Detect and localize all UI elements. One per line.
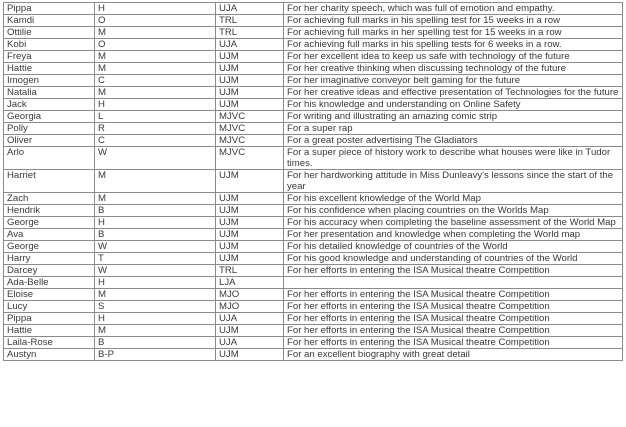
- cell-code[interactable]: M: [95, 51, 216, 63]
- cell-name[interactable]: Eloise: [4, 289, 95, 301]
- cell-code[interactable]: W: [95, 147, 216, 170]
- cell-staff[interactable]: MJO: [216, 289, 284, 301]
- cell-name[interactable]: Ava: [4, 229, 95, 241]
- cell-code[interactable]: L: [95, 111, 216, 123]
- cell-reason[interactable]: For a super piece of history work to describe what houses were like in Tudor times.: [284, 147, 623, 170]
- cell-staff[interactable]: UJM: [216, 325, 284, 337]
- cell-staff[interactable]: UJM: [216, 99, 284, 111]
- table-row: [4, 313, 623, 325]
- table-row: [4, 111, 623, 123]
- cell-code[interactable]: M: [95, 87, 216, 99]
- cell-reason[interactable]: For writing and illustrating an amazing comic strip: [284, 111, 623, 123]
- cell-name[interactable]: Harry: [4, 253, 95, 265]
- cell-name[interactable]: Pippa: [4, 313, 95, 325]
- cell-code[interactable]: H: [95, 313, 216, 325]
- cell-staff[interactable]: UJM: [216, 63, 284, 75]
- cell-name[interactable]: Pippa: [4, 3, 95, 15]
- cell-name[interactable]: Oliver: [4, 135, 95, 147]
- cell-staff[interactable]: UJM: [216, 349, 284, 361]
- cell-reason[interactable]: For her hardworking attitude in Miss Dunleavy's lessons since the start of the year: [284, 170, 623, 193]
- cell-name[interactable]: Freya: [4, 51, 95, 63]
- cell-reason[interactable]: For her efforts in entering the ISA Musical theatre Competition: [284, 325, 623, 337]
- cell-name[interactable]: Kamdi: [4, 15, 95, 27]
- cell-name[interactable]: Kobi: [4, 39, 95, 51]
- table-row: [4, 289, 623, 301]
- table-row: [4, 63, 623, 75]
- cell-code[interactable]: S: [95, 301, 216, 313]
- cell-code[interactable]: W: [95, 265, 216, 277]
- cell-code[interactable]: O: [95, 15, 216, 27]
- cell-staff[interactable]: UJM: [216, 241, 284, 253]
- cell-reason[interactable]: For her efforts in entering the ISA Musical theatre Competition: [284, 313, 623, 325]
- table-row: [4, 123, 623, 135]
- cell-code[interactable]: B: [95, 337, 216, 349]
- cell-staff[interactable]: UJA: [216, 337, 284, 349]
- table-row: [4, 241, 623, 253]
- cell-code[interactable]: H: [95, 99, 216, 111]
- cell-staff[interactable]: UJM: [216, 87, 284, 99]
- table-row: [4, 229, 623, 241]
- cell-code[interactable]: M: [95, 325, 216, 337]
- cell-code[interactable]: M: [95, 27, 216, 39]
- cell-staff[interactable]: MJVC: [216, 123, 284, 135]
- cell-name[interactable]: Imogen: [4, 75, 95, 87]
- cell-name[interactable]: Polly: [4, 123, 95, 135]
- cell-code[interactable]: W: [95, 241, 216, 253]
- cell-reason[interactable]: For her charity speech, which was full of emotion and empathy.: [284, 3, 623, 15]
- cell-staff[interactable]: UJM: [216, 193, 284, 205]
- table-row: [4, 135, 623, 147]
- cell-name[interactable]: Darcey: [4, 265, 95, 277]
- cell-code[interactable]: C: [95, 75, 216, 87]
- awards-table: [3, 2, 623, 361]
- cell-staff[interactable]: MJVC: [216, 111, 284, 123]
- table-row: [4, 205, 623, 217]
- cell-reason[interactable]: For a great poster advertising The Gladiators: [284, 135, 623, 147]
- table-row: [4, 15, 623, 27]
- table-row: [4, 301, 623, 313]
- cell-name[interactable]: Hendrik: [4, 205, 95, 217]
- cell-name[interactable]: Arlo: [4, 147, 95, 170]
- cell-reason[interactable]: For achieving full marks in her spelling test for 15 weeks in a row: [284, 27, 623, 39]
- cell-code[interactable]: T: [95, 253, 216, 265]
- table-row: [4, 170, 623, 193]
- cell-code[interactable]: B: [95, 229, 216, 241]
- cell-code[interactable]: B: [95, 205, 216, 217]
- cell-reason[interactable]: For his knowledge and understanding on Online Safety: [284, 99, 623, 111]
- cell-code[interactable]: H: [95, 217, 216, 229]
- cell-reason[interactable]: For achieving full marks in his spelling test for 15 weeks in a row: [284, 15, 623, 27]
- table-row: [4, 349, 623, 361]
- cell-name[interactable]: George: [4, 217, 95, 229]
- table-row: [4, 27, 623, 39]
- cell-code[interactable]: M: [95, 63, 216, 75]
- cell-reason[interactable]: For his excellent knowledge of the World Map: [284, 193, 623, 205]
- cell-code[interactable]: H: [95, 3, 216, 15]
- cell-reason[interactable]: For achieving full marks in his spelling tests for 6 weeks in a row.: [284, 39, 623, 51]
- cell-name[interactable]: Ada-Belle: [4, 277, 95, 289]
- table-row: [4, 337, 623, 349]
- cell-staff[interactable]: UJM: [216, 229, 284, 241]
- cell-reason[interactable]: For his detailed knowledge of countries of the World: [284, 241, 623, 253]
- cell-staff[interactable]: UJM: [216, 51, 284, 63]
- cell-code[interactable]: B-P: [95, 349, 216, 361]
- cell-reason[interactable]: For her imaginative conveyor belt gaming for the future: [284, 75, 623, 87]
- cell-staff[interactable]: UJM: [216, 253, 284, 265]
- cell-reason[interactable]: For her efforts in entering the ISA Musical theatre Competition: [284, 265, 623, 277]
- cell-staff[interactable]: UJA: [216, 3, 284, 15]
- cell-reason[interactable]: For her efforts in entering the ISA Musical theatre Competition: [284, 301, 623, 313]
- table-row: [4, 39, 623, 51]
- cell-staff[interactable]: UJM: [216, 75, 284, 87]
- cell-staff[interactable]: TRL: [216, 27, 284, 39]
- table-row: [4, 3, 623, 15]
- cell-code[interactable]: M: [95, 193, 216, 205]
- table-row: [4, 265, 623, 277]
- cell-name[interactable]: Georgia: [4, 111, 95, 123]
- cell-name[interactable]: Austyn: [4, 349, 95, 361]
- table-row: [4, 325, 623, 337]
- cell-staff[interactable]: UJM: [216, 217, 284, 229]
- cell-staff[interactable]: MJVC: [216, 135, 284, 147]
- table-row: [4, 99, 623, 111]
- cell-staff[interactable]: TRL: [216, 15, 284, 27]
- cell-code[interactable]: O: [95, 39, 216, 51]
- cell-reason[interactable]: For her presentation and knowledge when completing the World map: [284, 229, 623, 241]
- cell-name[interactable]: Natalia: [4, 87, 95, 99]
- table-row: [4, 51, 623, 63]
- awards-table-body: [4, 3, 623, 361]
- cell-reason[interactable]: For his good knowledge and understanding of countries of the World: [284, 253, 623, 265]
- cell-name[interactable]: Ottilie: [4, 27, 95, 39]
- cell-reason[interactable]: For her efforts in entering the ISA Musical theatre Competition: [284, 337, 623, 349]
- cell-reason[interactable]: For a super rap: [284, 123, 623, 135]
- cell-reason[interactable]: For his confidence when placing countries on the Worlds Map: [284, 205, 623, 217]
- table-row: [4, 87, 623, 99]
- cell-reason[interactable]: For his accuracy when completing the baseline assessment of the World Map: [284, 217, 623, 229]
- cell-reason[interactable]: For her creative thinking when discussing technology of the future: [284, 63, 623, 75]
- cell-code[interactable]: M: [95, 289, 216, 301]
- cell-staff[interactable]: UJM: [216, 170, 284, 193]
- cell-name[interactable]: Jack: [4, 99, 95, 111]
- cell-name[interactable]: Zach: [4, 193, 95, 205]
- table-row: [4, 253, 623, 265]
- cell-name[interactable]: Hattie: [4, 325, 95, 337]
- cell-name[interactable]: Hattie: [4, 63, 95, 75]
- cell-staff[interactable]: LJA: [216, 277, 284, 289]
- cell-name[interactable]: George: [4, 241, 95, 253]
- table-row: [4, 277, 623, 289]
- cell-reason[interactable]: For her efforts in entering the ISA Musical theatre Competition: [284, 289, 623, 301]
- cell-code[interactable]: H: [95, 277, 216, 289]
- cell-staff[interactable]: MJVC: [216, 147, 284, 170]
- cell-staff[interactable]: UJA: [216, 313, 284, 325]
- cell-reason[interactable]: For an excellent biography with great detail: [284, 349, 623, 361]
- cell-code[interactable]: R: [95, 123, 216, 135]
- cell-staff[interactable]: UJA: [216, 39, 284, 51]
- table-row: [4, 147, 623, 170]
- table-row: [4, 217, 623, 229]
- cell-code[interactable]: M: [95, 170, 216, 193]
- table-row: [4, 193, 623, 205]
- cell-reason[interactable]: [284, 277, 623, 289]
- cell-staff[interactable]: TRL: [216, 265, 284, 277]
- cell-name[interactable]: Harriet: [4, 170, 95, 193]
- cell-code[interactable]: C: [95, 135, 216, 147]
- cell-staff[interactable]: MJO: [216, 301, 284, 313]
- cell-reason[interactable]: For her excellent idea to keep us safe with technology of the future: [284, 51, 623, 63]
- cell-name[interactable]: Laila-Rose: [4, 337, 95, 349]
- table-row: [4, 75, 623, 87]
- cell-name[interactable]: Lucy: [4, 301, 95, 313]
- cell-reason[interactable]: For her creative ideas and effective presentation of Technologies for the future: [284, 87, 623, 99]
- cell-staff[interactable]: UJM: [216, 205, 284, 217]
